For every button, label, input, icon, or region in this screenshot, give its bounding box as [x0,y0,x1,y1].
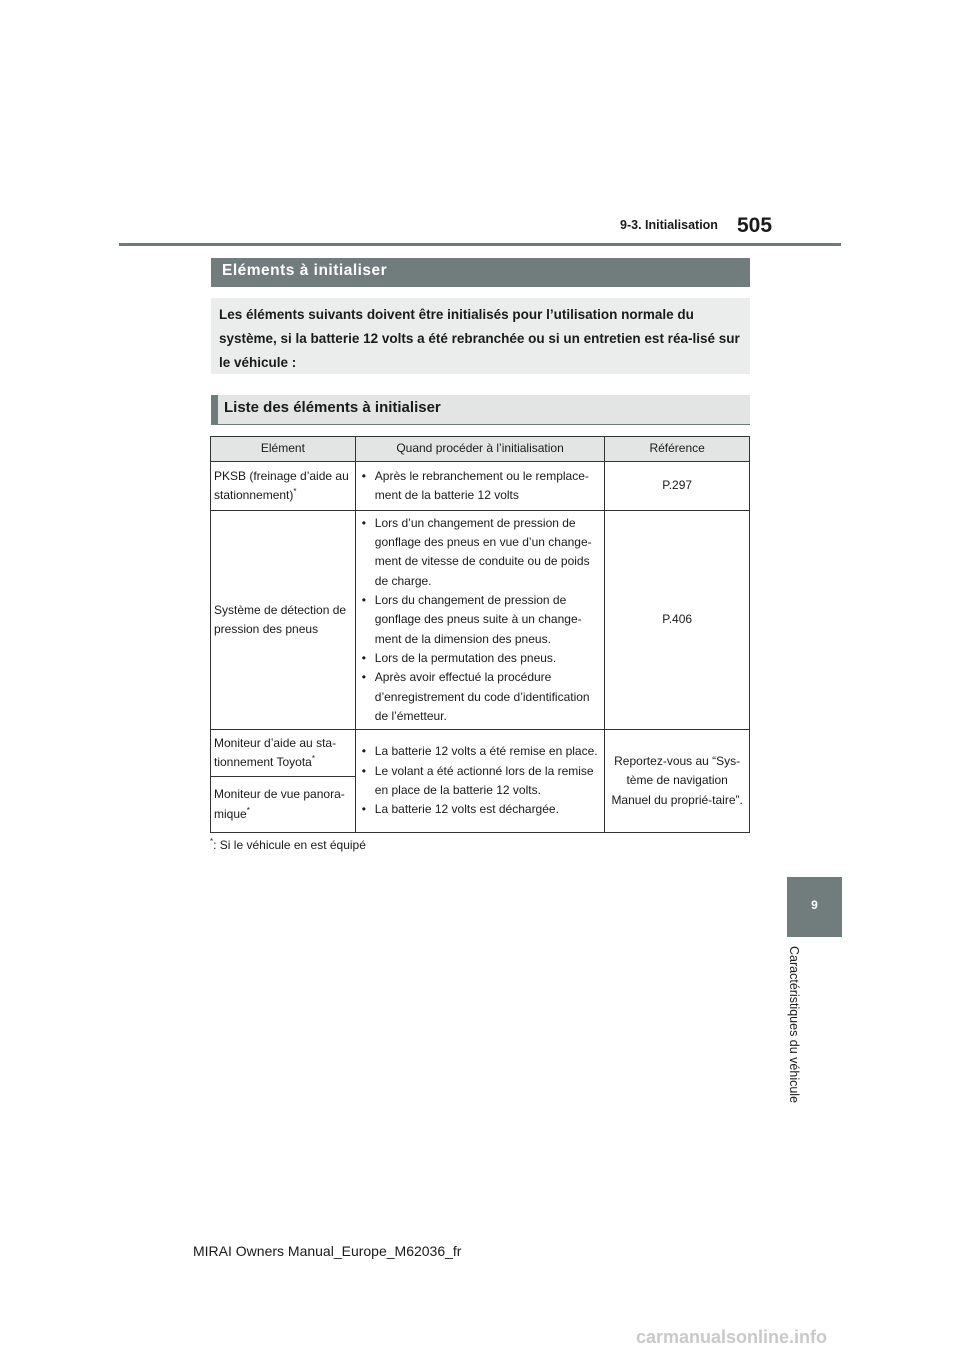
bullet-item: • La batterie 12 volts a été remise en place. [362,742,603,761]
footnote-star: * [210,837,214,846]
row-reference: P.297 [605,462,750,511]
row-element: Moniteur d’aide au sta-tionnement Toyota* [211,730,356,777]
row-when [355,462,605,511]
table-row [211,462,750,511]
row-element: Moniteur de vue panora-mique* [211,777,356,833]
table-row [211,511,750,730]
header-when: Quand procéder à l’initialisation [355,437,605,462]
section-label: 9-3. Initialisation [620,218,718,232]
footnote-text: : Si le véhicule en est équipé [213,838,366,852]
table-header-row [211,437,750,462]
subsection-accent [211,395,218,424]
intro-text: Les éléments suivants doivent être initialisés pour l’utilisation normale du système, si la batterie 12 volts a été rebranchée ou si un entretien est réa-lisé sur le véhicule : [219,307,740,370]
chapter-number: 9 [811,898,818,912]
bullet-item: • Après avoir effectué la procédure d’enregistrement du code d’identification de l’émetteur. [362,668,603,726]
bullet-item: • Lors d’un changement de pression de gonflage des pneus en vue d’un change-ment de vitesse de conduite ou de poids de charge. [362,514,603,591]
bullet-item: • Lors de la permutation des pneus. [362,649,603,668]
footnote-star: * [293,487,297,496]
footnote-star: * [311,754,315,763]
row-when [355,730,605,833]
row-element: PKSB (freinage d’aide au stationnement)* [211,462,356,511]
chapter-title: Caractéristiques du véhicule [787,946,801,1104]
chapter-tab [787,877,842,937]
table-row [211,730,750,777]
footnote-star: * [246,805,250,815]
footer-text: MIRAI Owners Manual_Europe_M62036_fr [193,1243,462,1259]
row-reference: P.406 [605,511,750,730]
bullet-item: • Lors du changement de pression de gonflage des pneus suite à un change-ment de la dimension des pneus. [362,591,603,649]
watermark: carmanualsonline.info [636,1327,828,1347]
items-table [210,436,750,833]
page-number: 505 [737,214,773,237]
bullet-item: • Après le rebranchement ou le remplace-ment de la batterie 12 volts [362,467,603,506]
header-rule [119,243,841,246]
row-reference: Reportez-vous au “Sys-tème de navigation Manuel du proprié-taire”. [605,730,750,833]
bullet-item: • Le volant a été actionné lors de la remise en place de la batterie 12 volts. [362,762,603,801]
row-when [355,511,605,730]
bullet-item: • La batterie 12 volts est déchargée. [362,800,603,819]
header-reference: Référence [605,437,750,462]
footnote [210,838,366,852]
section-title: Eléments à initialiser [222,262,388,279]
header-element: Elément [211,437,356,462]
subsection-title: Liste des éléments à initialiser [224,399,441,416]
row-element: Système de détection de pression des pneus [211,511,356,730]
